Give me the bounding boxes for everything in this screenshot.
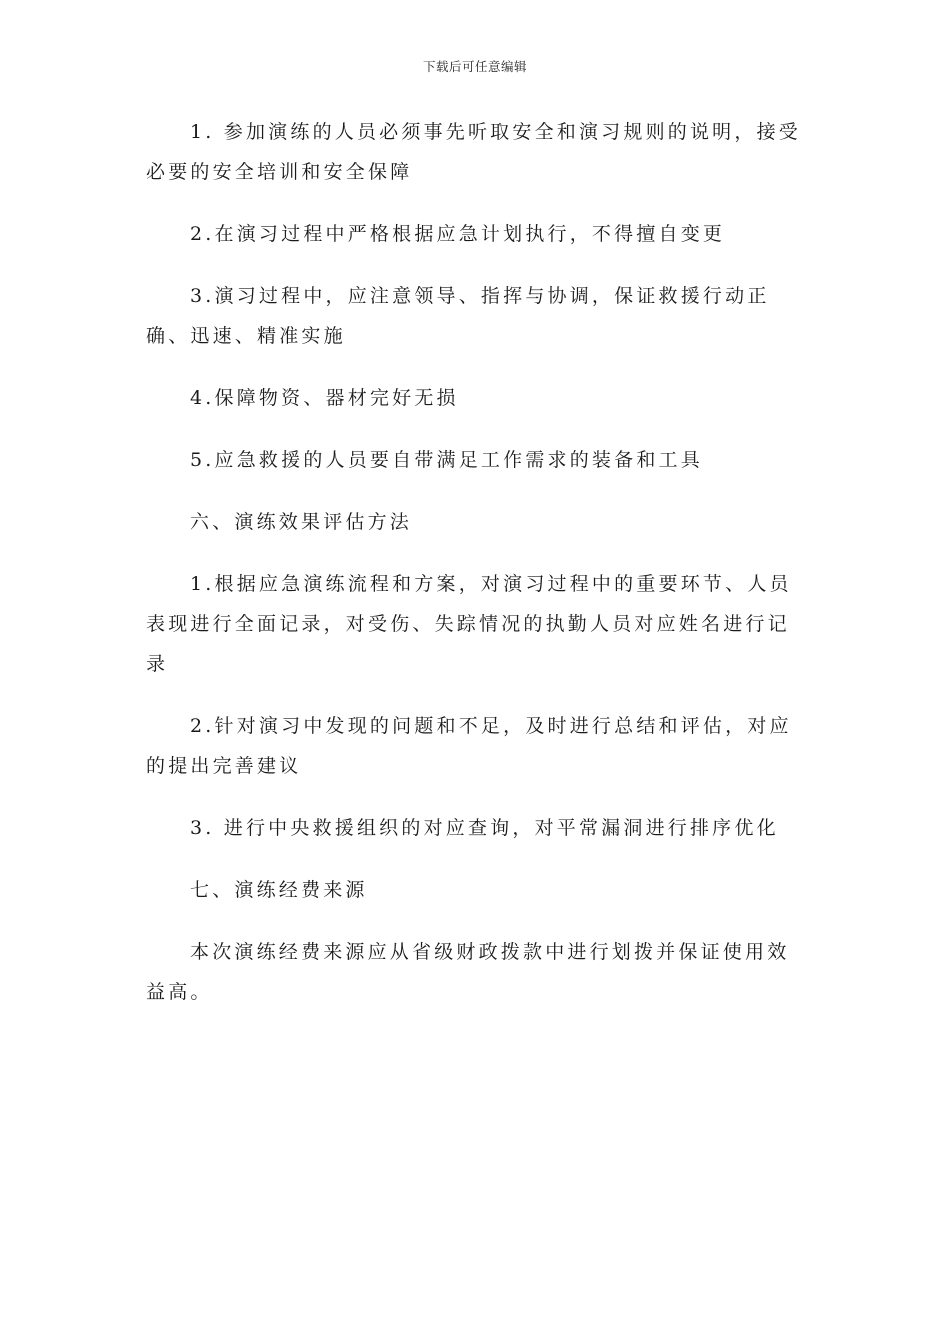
paragraph-evaluation-1: 1.根据应急演练流程和方案，对演习过程中的重要环节、人员表现进行全面记录，对受伤、失踪情况的执勤人员对应姓名进行记录 — [146, 573, 792, 675]
paragraph-evaluation-2: 2.针对演习中发现的问题和不足，及时进行总结和评估，对应的提出完善建议 — [146, 715, 792, 777]
page-header-note: 下载后可任意编辑 — [422, 59, 527, 74]
section-heading-funding: 七、演练经费来源 — [190, 879, 368, 901]
document-body — [146, 112, 808, 1034]
paragraph-funding: 本次演练经费来源应从省级财政拨款中进行划拨并保证使用效益高。 — [146, 941, 790, 1003]
paragraph-rule-5: 5.应急救援的人员要自带满足工作需求的装备和工具 — [190, 449, 703, 471]
paragraph-rule-4: 4.保障物资、器材完好无损 — [190, 387, 459, 409]
section-heading-evaluation: 六、演练效果评估方法 — [190, 511, 413, 533]
paragraph-rule-3: 3.演习过程中，应注意领导、指挥与协调，保证救援行动正确、迅速、精准实施 — [146, 285, 770, 347]
paragraph-evaluation-3: 3. 进行中央救援组织的对应查询，对平常漏洞进行排序优化 — [190, 817, 779, 839]
paragraph-rule-2: 2.在演习过程中严格根据应急计划执行，不得擅自变更 — [190, 223, 726, 245]
paragraph-rule-1: 1. 参加演练的人员必须事先听取安全和演习规则的说明，接受必要的安全培训和安全保障 — [146, 121, 801, 183]
